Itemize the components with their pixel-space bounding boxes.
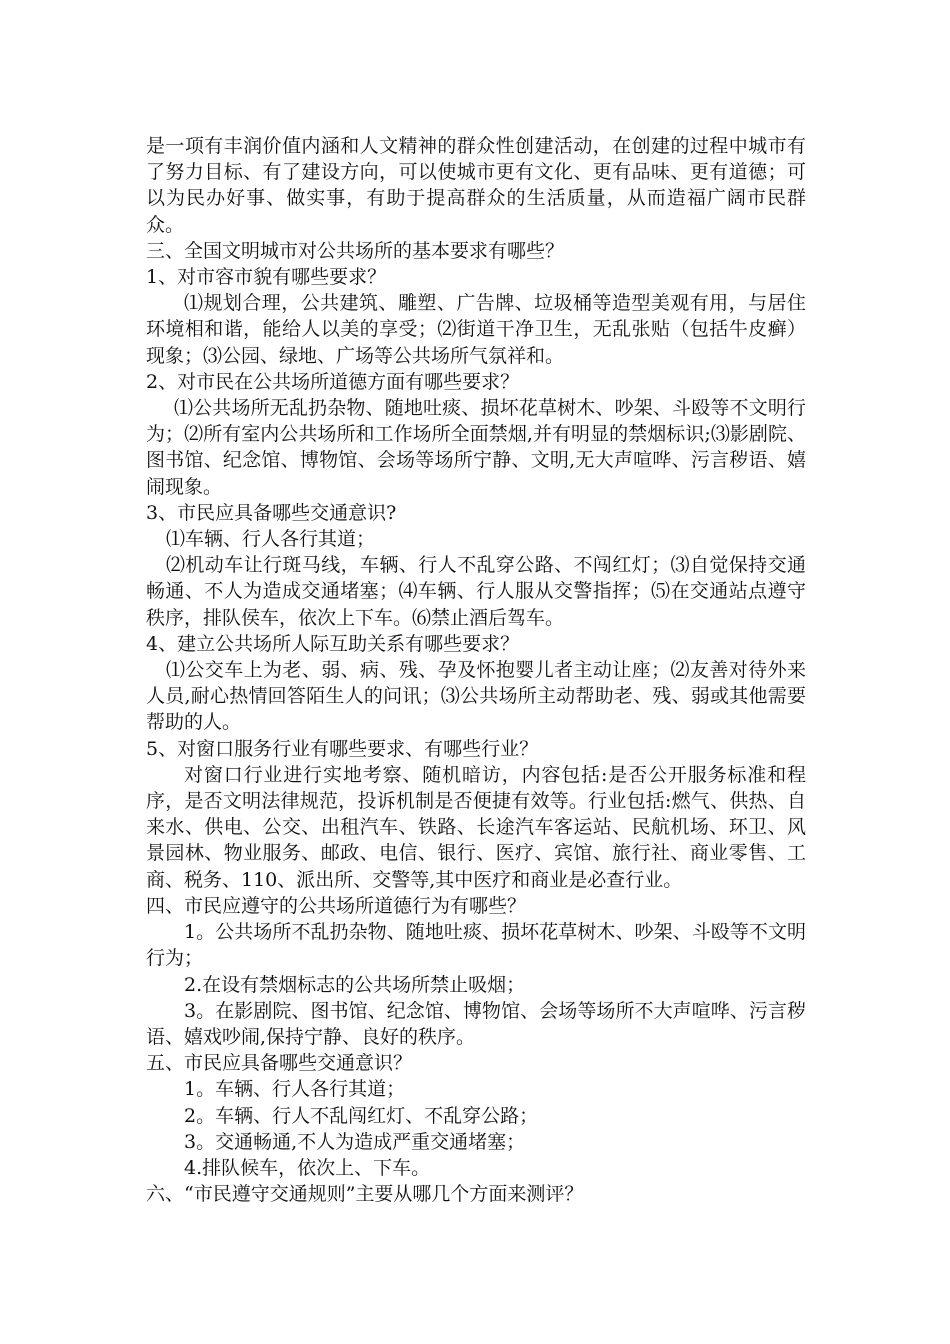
paragraph-3-2: ⑴公共场所无乱扔杂物、随地吐痰、损坏花草树木、吵架、斗殴等不文明行为；⑵所有室内公共场所和工作场所全面禁烟,并有明显的禁烟标识;⑶影剧院、图书馆、纪念馆、博物馆、会场等场所宁静、文明,无大声喧哗、污言秽语、嬉闹现象。 (146, 397, 806, 498)
section-heading-5: 五、市民应具备哪些交通意识？ (146, 1052, 413, 1075)
paragraph-5-4: 4.排队候车，依次上、下车。 (184, 1156, 431, 1179)
paragraph-3-5: 对窗口行业进行实地考察、随机暗访，内容包括:是否公开服务标准和程序，是否文明法律规范，投诉机制是否便捷有效等。行业包括:燃气、供热、自来水、供电、公交、出租汽车、铁路、长途汽车客运站、民航机场、环卫、风景园林、物业服务、邮政、电信、银行、医疗、宾馆、旅行社、商业零售、工商、税务、110、派出所、交警等,其中医疗和商业是必查行业。 (146, 763, 806, 891)
paragraph-4-1: 1。公共场所不乱扔杂物、随地吐痰、损坏花草树木、吵架、斗殴等不文明行为； (146, 921, 806, 970)
paragraph-3-3-a: ⑴车辆、行人各行其道； (166, 528, 376, 551)
paragraph-3-4: ⑴公交车上为老、弱、病、残、孕及怀抱婴儿者主动让座；⑵友善对待外来人员,耐心热情回答陌生人的问讯；⑶公共场所主动帮助老、残、弱或其他需要帮助的人。 (146, 659, 806, 734)
subheading-3-2: 2、对市民在公共场所道德方面有哪些要求？ (146, 370, 520, 393)
paragraph-3-3-b: ⑵机动车让行斑马线，车辆、行人不乱穿公路、不闯红灯；⑶自觉保持交通畅通、不人为造成交通堵塞；⑷车辆、行人服从交警指挥；⑸在交通站点遵守秩序，排队侯车，依次上下车。⑹禁止酒后驾车。 (146, 554, 806, 629)
paragraph-intro: 是一项有丰润价值内涵和人文精神的群众性创建活动，在创建的过程中城市有了努力目标、有了建设方向，可以使城市更有文化、更有品味、更有道德；可以为民办好事、做实事，有助于提高群众的生活质量，从而造福广阔市民群众。 (146, 135, 806, 236)
subheading-3-4: 4、建立公共场所人际互助关系有哪些要求？ (146, 632, 520, 655)
paragraph-5-3: 3。交通畅通,不人为造成严重交通堵塞； (184, 1130, 526, 1153)
paragraph-4-2: 2.在设有禁烟标志的公共场所禁止吸烟； (184, 973, 526, 996)
paragraph-3-1: ⑴规划合理，公共建筑、雕塑、广告牌、垃圾桶等造型美观有用，与居住环境相和谐，能给人以美的享受；⑵街道干净卫生，无乱张贴（包括牛皮癣）现象；⑶公园、绿地、广场等公共场所气氛祥和。 (146, 292, 806, 367)
paragraph-5-2: 2。车辆、行人不乱闯红灯、不乱穿公路； (184, 1104, 539, 1127)
subheading-3-5: 5、对窗口服务行业有哪些要求、有哪些行业？ (146, 737, 539, 760)
subheading-3-3: 3、市民应具备哪些交通意识? (146, 501, 397, 524)
section-heading-3: 三、全国文明城市对公共场所的基本要求有哪些？ (146, 239, 565, 262)
section-heading-6: 六、“市民遵守交通规则”主要从哪几个方面来测评？ (146, 1183, 584, 1206)
paragraph-4-3: 3。在影剧院、图书馆、纪念馆、博物馆、会场等场所不大声喧哗、污言秽语、嬉戏吵闹,保持宁静、良好的秩序。 (146, 999, 806, 1048)
section-heading-4: 四、市民应遵守的公共场所道德行为有哪些？ (146, 894, 527, 917)
document-body (146, 133, 806, 1207)
subheading-3-1: 1、对市容市貌有哪些要求？ (146, 266, 387, 289)
paragraph-5-1: 1。车辆、行人各行其道； (184, 1078, 406, 1101)
